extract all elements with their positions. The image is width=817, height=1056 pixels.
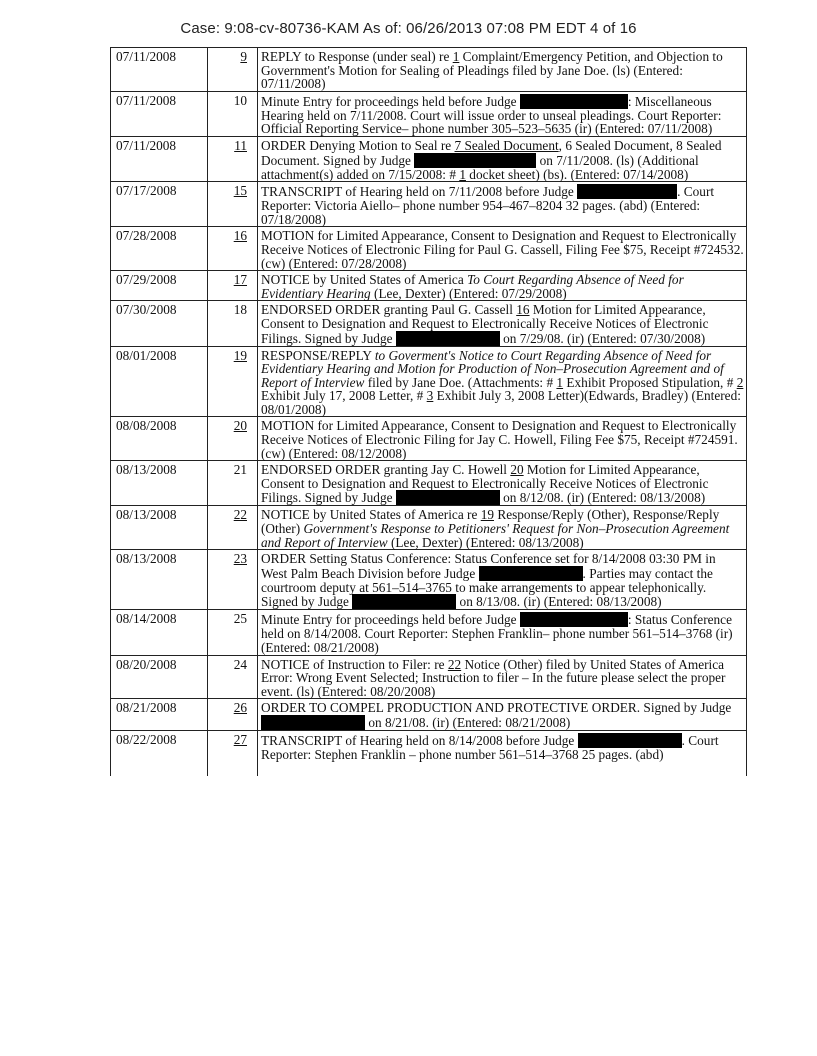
text-segment: NOTICE by United States of America (261, 272, 468, 288)
entry-text (258, 610, 747, 655)
entry-number: 10 (208, 91, 258, 136)
italic-text-segment: Government's Response to Petitioners' Request for Non–Prosecution Agreement and Report of Interview (261, 521, 730, 550)
redaction-box (479, 566, 583, 581)
text-segment: Response/Reply (Other), Response/Reply (Other) (261, 507, 720, 537)
redaction-box (414, 153, 536, 168)
entry-text: MOTION for Limited Appearance, Consent to Designation and Request to Electronically Receive Notices of Electronic Filing for Paul G. Cassell, Filing Fee $75, Receipt #724532. (cw) (Entered: 07/28/2008) (258, 227, 747, 271)
entry-number-link[interactable]: 9 (240, 49, 247, 64)
text-segment: Exhibit July 17, 2008 Letter, # (261, 388, 427, 404)
docket-row (111, 655, 747, 699)
entry-date: 08/01/2008 (111, 346, 208, 417)
text-segment: filed by Jane Doe. (Attachments: # (364, 374, 557, 390)
entry-date: 08/08/2008 (111, 417, 208, 461)
entry-number-link[interactable]: 11 (234, 137, 247, 153)
docket-row (111, 182, 747, 227)
text-segment: docket sheet) (bs). (Entered: 07/14/2008) (465, 166, 689, 182)
document-link[interactable]: 20 (510, 462, 524, 478)
italic-text-segment: To Court Regarding Absence of Need for Evidentiary Hearing (261, 272, 684, 301)
text-segment: TRANSCRIPT of Hearing held on 8/14/2008 before Judge (261, 732, 578, 748)
entry-number: 18 (208, 301, 258, 346)
text-segment: . Parties may contact the courtroom deputy at 561–514–3765 to make arrangements to appear telephonically. Signed by Judge (261, 565, 713, 610)
text-segment: RESPONSE/REPLY (261, 347, 375, 363)
redaction-box (396, 331, 500, 346)
entry-number-link[interactable]: 19 (233, 347, 247, 363)
text-segment: . Court Reporter: Stephen Franklin – phone number 561–514–3768 25 pages. (abd) (261, 732, 719, 762)
entry-text: MOTION for Limited Appearance, Consent to Designation and Request to Electronically Receive Notices of Electronic Filing for Jay C. Howell, Filing Fee $75, Receipt #724591. (cw) (Entered: 08/12/2008) (258, 417, 747, 461)
docket-table (110, 47, 747, 776)
italic-text-segment: to Goverment's Notice to Court Regarding Absence of Need for Evidentiary Hearing and Motion for Production of Non–Prosecution Agreement and of Report of Interview (261, 347, 724, 390)
docket-row (111, 48, 747, 92)
text-segment: Exhibit July 3, 2008 Letter)(Edwards, Bradley) (Entered: 08/01/2008) (261, 388, 741, 417)
text-segment: Exhibit Proposed Stipulation, # (563, 374, 737, 390)
entry-date: 08/21/2008 (111, 699, 208, 731)
document-link[interactable]: 2 (736, 374, 744, 390)
entry-text (258, 655, 747, 699)
docket-row (111, 610, 747, 655)
text-segment: on 8/21/08. (ir) (Entered: 08/21/2008) (365, 714, 571, 730)
entry-text (258, 48, 747, 92)
text-segment: on 7/11/2008. (ls) (Additional attachment(s) added on 7/15/2008: # (261, 152, 699, 182)
text-segment: ENDORSED ORDER granting Paul G. Cassell (261, 302, 517, 318)
page-header: Case: 9:08-cv-80736-KAM As of: 06/26/2013 07:08 PM EDT 4 of 16 (180, 20, 637, 37)
text-segment: ENDORSED ORDER granting Jay C. Howell (261, 462, 511, 478)
text-segment: Motion for Limited Appearance, Consent to Designation and Request to Electronically Receive Notices of Electronic Filings. Signed by Judge (261, 462, 709, 506)
entry-number-link[interactable]: 22 (233, 507, 247, 523)
entry-number[interactable] (208, 506, 258, 550)
entry-text (258, 699, 747, 731)
text-segment: REPLY to Response (under seal) re (261, 49, 453, 64)
text-segment: (Lee, Dexter) (Entered: 07/29/2008) (370, 285, 567, 301)
entry-number[interactable] (208, 730, 258, 776)
entry-number-link[interactable]: 20 (233, 418, 247, 434)
entry-number-link[interactable]: 26 (233, 700, 247, 716)
entry-date: 07/29/2008 (111, 271, 208, 301)
redaction-box (577, 184, 677, 199)
document-link[interactable]: 1 (459, 166, 466, 182)
entry-number[interactable] (208, 699, 258, 731)
entry-date: 08/13/2008 (111, 506, 208, 550)
text-segment: Minute Entry for proceedings held before Judge (261, 612, 520, 628)
text-segment: : Status Conference held on 8/14/2008. Court Reporter: Stephen Franklin– phone number 561–514–3768 (ir) (Entered: 08/21/2008) (261, 612, 733, 655)
entry-number[interactable] (208, 550, 258, 610)
text-segment: Complaint/Emergency Petition, and Objection to Government's Motion for Sealing of Pleadings filed by Jane Doe. (ls) (Entered: 07/11/2008) (261, 49, 723, 92)
text-segment: NOTICE of Instruction to Filer: re (261, 656, 448, 672)
docket-row (111, 91, 747, 136)
document-link[interactable]: 7 Sealed Document (454, 137, 559, 153)
entry-number: 24 (208, 655, 258, 699)
redaction-box (520, 94, 628, 109)
entry-number-link[interactable]: 27 (233, 731, 247, 747)
document-link[interactable]: 1 (556, 374, 564, 390)
entry-date: 08/20/2008 (111, 655, 208, 699)
text-segment: NOTICE by United States of America re (261, 507, 481, 523)
entry-text (258, 461, 747, 506)
text-segment: ORDER Setting Status Conference: Status Conference set for 8/14/2008 03:30 PM in West Palm Beach Division before Judge (261, 551, 716, 581)
redaction-box (520, 612, 628, 627)
entry-text (258, 91, 747, 136)
docket-row (111, 271, 747, 301)
entry-number-link[interactable]: 15 (233, 183, 247, 199)
docket-row (111, 730, 747, 776)
text-segment: : Miscellaneous Hearing held on 7/11/2008. Court will issue order to unseal pleadings. Court Reporter: Official Reporting Service– phone number 305–523–5635 (ir) (Entered: 07/11/2008) (261, 93, 722, 137)
document-link[interactable]: 22 (447, 656, 462, 672)
entry-text (258, 182, 747, 227)
entry-text (258, 550, 747, 610)
entry-number[interactable] (208, 346, 258, 417)
text-segment: Minute Entry for proceedings held before Judge (261, 93, 520, 109)
docket-row (111, 461, 747, 506)
text-segment: Motion for Limited Appearance, Consent to Designation and Request to Electronically Receive Notices of Electronic Filings. Signed by Judge (261, 302, 709, 346)
text-segment: TRANSCRIPT of Hearing held on 7/11/2008 before Judge (261, 184, 578, 200)
docket-row (111, 550, 747, 610)
entry-number[interactable] (208, 182, 258, 227)
entry-date: 08/14/2008 (111, 610, 208, 655)
entry-number[interactable] (208, 227, 258, 271)
entry-date: 08/13/2008 (111, 461, 208, 506)
entry-text (258, 301, 747, 346)
redaction-box (396, 490, 500, 505)
text-segment: ORDER TO COMPEL PRODUCTION AND PROTECTIVE ORDER. Signed by Judge (261, 700, 732, 716)
entry-date: 07/30/2008 (111, 301, 208, 346)
docket-row (111, 699, 747, 731)
document-link[interactable]: 3 (426, 388, 434, 404)
document-link[interactable]: 16 (516, 302, 530, 318)
entry-number: 21 (208, 461, 258, 506)
entry-number-link[interactable]: 16 (233, 228, 247, 244)
entry-number-link[interactable]: 23 (233, 551, 247, 567)
entry-date: 08/13/2008 (111, 550, 208, 610)
document-link[interactable]: 1 (452, 49, 460, 64)
entry-text (258, 136, 747, 181)
entry-number[interactable] (208, 417, 258, 461)
docket-row (111, 417, 747, 461)
entry-date: 07/28/2008 (111, 227, 208, 271)
entry-text (258, 730, 747, 776)
docket-row (111, 346, 747, 417)
text-segment: on 7/29/08. (ir) (Entered: 07/30/2008) (499, 330, 706, 346)
text-segment: . Court Reporter: Victoria Aiello– phone number 954–467–8204 32 pages. (abd) (Entered: 07/18/2008) (261, 184, 715, 227)
text-segment: ORDER Denying Motion to Seal re (261, 137, 455, 153)
redaction-box (352, 594, 456, 609)
entry-number[interactable] (208, 136, 258, 181)
text-segment: on 8/13/08. (ir) (Entered: 08/13/2008) (456, 594, 662, 610)
entry-text (258, 271, 747, 301)
entry-number[interactable] (208, 271, 258, 301)
document-link[interactable]: 19 (480, 507, 495, 523)
docket-row (111, 506, 747, 550)
text-segment: , 6 Sealed Document, 8 Sealed Document. Signed by Judge (261, 137, 722, 168)
entry-text (258, 506, 747, 550)
redaction-box (578, 733, 682, 748)
docket-row (111, 227, 747, 271)
entry-date: 08/22/2008 (111, 730, 208, 776)
entry-date: 07/11/2008 (111, 136, 208, 181)
entry-number-link[interactable]: 17 (233, 272, 247, 288)
entry-text (258, 346, 747, 417)
text-segment: (Lee, Dexter) (Entered: 08/13/2008) (387, 534, 584, 550)
docket-row (111, 136, 747, 181)
text-segment: Notice (Other) filed by United States of America Error: Wrong Event Selected; Instruction to filer – In the future please select the proper event. (ls) (Entered: 08/20/2008) (261, 656, 726, 699)
entry-date: 07/17/2008 (111, 182, 208, 227)
entry-date: 07/11/2008 (111, 91, 208, 136)
redaction-box (261, 715, 365, 730)
docket-row (111, 301, 747, 346)
text-segment: on 8/12/08. (ir) (Entered: 08/13/2008) (499, 490, 706, 506)
entry-date: 07/11/2008 (111, 48, 208, 92)
entry-number[interactable] (208, 48, 258, 92)
entry-number: 25 (208, 610, 258, 655)
